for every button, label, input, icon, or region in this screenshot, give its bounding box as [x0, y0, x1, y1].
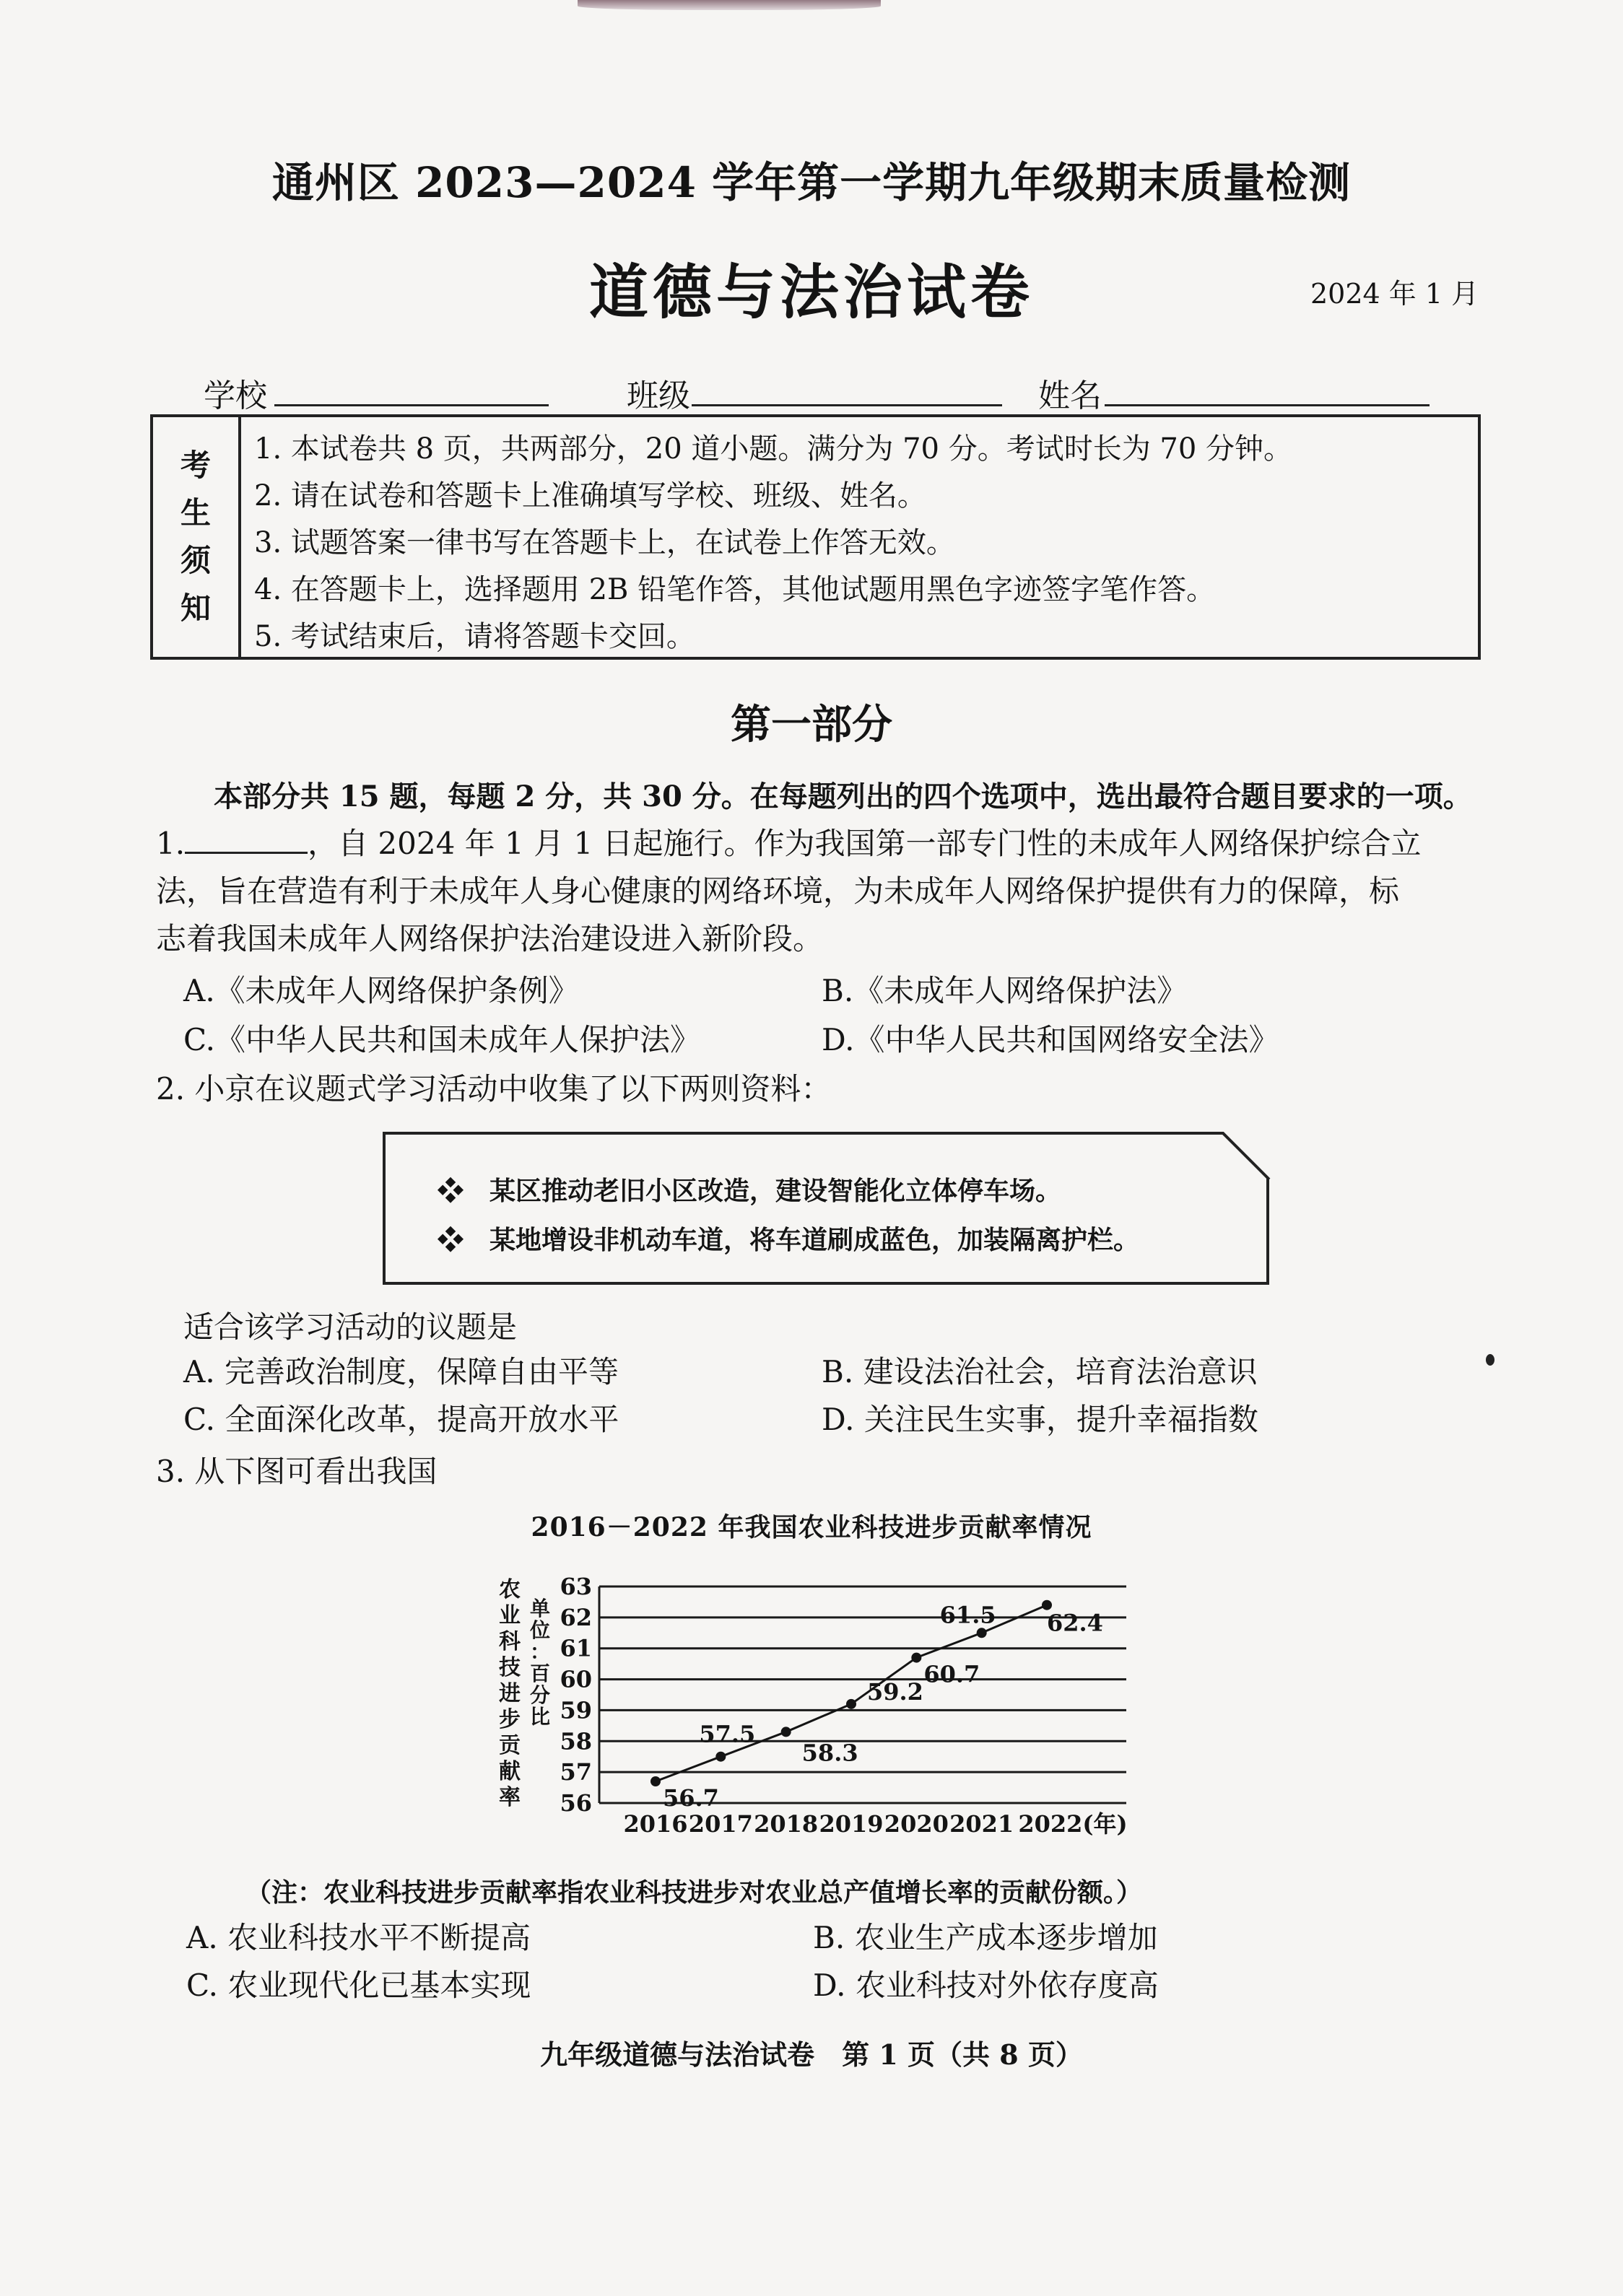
material-item-1: ❖ 某区推动老旧小区改造，建设智能化立体停车场。 [438, 1176, 1062, 1206]
data-label: 58.3 [801, 1739, 858, 1767]
class-field[interactable] [692, 404, 1002, 406]
data-point [911, 1653, 921, 1663]
x-tick-label: 2017 [688, 1810, 753, 1838]
data-label: 57.5 [699, 1720, 756, 1748]
q2-option-b: B. 建设法治社会，培育法治意识 [822, 1354, 1258, 1389]
y-axis-label-char: 率 [499, 1785, 521, 1810]
exam-title-line1: 通州区 2023—2024 学年第一学期九年级期末质量检测 [271, 158, 1352, 207]
y-tick-label: 60 [560, 1665, 592, 1693]
exam-notice-box [150, 414, 1481, 660]
y-axis-label-char: 进 [499, 1681, 521, 1706]
x-tick-label: 2020 [884, 1810, 949, 1838]
answer-blank [185, 823, 308, 854]
notice-items [254, 426, 1292, 660]
data-point [1042, 1600, 1052, 1610]
y-unit-label-char: 位 [529, 1618, 551, 1642]
school-label: 学校 [204, 377, 267, 414]
page-footer: 九年级道德与法治试卷 第 1 页（共 8 页） [540, 2038, 1083, 2071]
data-label: 61.5 [939, 1601, 996, 1629]
x-tick-label: 2018 [754, 1810, 819, 1838]
y-tick-label: 57 [560, 1758, 592, 1786]
q1-option-c: C.《中华人民共和国未成年人保护法》 [183, 1022, 700, 1057]
q1-option-a: A.《未成年人网络保护条例》 [183, 973, 579, 1008]
notice-heading: 考 生 须 知 [153, 417, 241, 657]
y-axis-label-char: 科 [499, 1629, 521, 1654]
class-label: 班级 [627, 377, 690, 414]
data-point [650, 1776, 661, 1786]
data-label: 59.2 [867, 1677, 923, 1706]
material-box [383, 1132, 1269, 1285]
q1-option-b: B.《未成年人网络保护法》 [822, 973, 1188, 1008]
y-unit-label-char: ： [529, 1640, 551, 1664]
q3-option-b: B. 农业生产成本逐步增加 [813, 1920, 1158, 1955]
ink-dot [1486, 1354, 1494, 1366]
y-axis-label-char: 技 [499, 1655, 521, 1680]
y-tick-label: 63 [560, 1573, 592, 1600]
q1-option-d: D.《中华人民共和国网络安全法》 [822, 1022, 1279, 1057]
x-tick-label: 2019 [819, 1810, 884, 1838]
y-axis-label-char: 农 [499, 1577, 521, 1602]
question-1-line3: 志着我国未成年人网络保护法治建设进入新阶段。 [156, 921, 824, 956]
q2-option-c: C. 全面深化改革，提高开放水平 [183, 1402, 619, 1437]
question-1-line1: 1. ，自 2024 年 1 月 1 日起施行。作为我国第一部专门性的未成年人网络保护综合立 [156, 820, 1422, 868]
data-point [977, 1628, 987, 1638]
y-tick-label: 58 [560, 1727, 592, 1755]
diamond-bullet-icon: ❖ [438, 1225, 464, 1255]
chart-note: （注：农业科技进步贡献率指农业科技进步对农业总产值增长率的贡献份额。） [245, 1877, 1143, 1908]
question-1-line2: 法，旨在营造有利于未成年人身心健康的网络环境，为未成年人网络保护提供有力的保障，标 [156, 873, 1400, 909]
q3-option-d: D. 农业科技对外依存度高 [813, 1968, 1159, 2003]
question-2-stem: 2. 小京在议题式学习活动中收集了以下两则资料： [156, 1071, 832, 1106]
data-label: 56.7 [663, 1784, 719, 1812]
question-2-prompt: 适合该学习活动的议题是 [183, 1309, 518, 1345]
x-tick-label: 2016 [623, 1810, 688, 1838]
q3-option-a: A. 农业科技水平不断提高 [186, 1920, 531, 1955]
notice-item: 1. 本试卷共 8 页，共两部分，20 道小题。满分为 70 分。考试时长为 70 分钟。 [254, 432, 1293, 466]
y-unit-label-char: 比 [529, 1705, 551, 1729]
data-point [781, 1727, 791, 1737]
data-point [846, 1699, 856, 1709]
diamond-bullet-icon: ❖ [438, 1176, 464, 1206]
y-unit-label-char: 分 [529, 1683, 551, 1707]
notice-item: 5. 考试结束后，请将答题卡交回。 [254, 620, 695, 653]
notice-item: 4. 在答题卡上，选择题用 2B 铅笔作答，其他试题用黑色字迹签字笔作答。 [254, 573, 1216, 606]
y-tick-label: 62 [560, 1603, 592, 1631]
name-label: 姓名 [1038, 377, 1102, 414]
material-item-2: ❖ 某地增设非机动车道，将车道刷成蓝色，加装隔离护栏。 [438, 1225, 1140, 1255]
question-3-stem: 3. 从下图可看出我国 [156, 1454, 438, 1489]
exam-title-line2: 道德与法治试卷 [588, 258, 1034, 327]
q3-option-c: C. 农业现代化已基本实现 [186, 1968, 531, 2003]
part-description: 本部分共 15 题，每题 2 分，共 30 分。在每题列出的四个选项中，选出最符合题目要求的一项。 [214, 780, 1472, 813]
line-chart [491, 1573, 1155, 1848]
y-unit-label-char: 单 [529, 1597, 551, 1620]
notice-item: 2. 请在试卷和答题卡上准确填写学校、班级、姓名。 [254, 479, 926, 512]
y-tick-label: 61 [560, 1634, 592, 1662]
scan-mark [578, 0, 881, 10]
y-axis-label-char: 贡 [499, 1733, 521, 1758]
y-axis-label-char: 步 [499, 1707, 521, 1732]
data-point [715, 1752, 726, 1762]
part-title: 第一部分 [731, 701, 892, 748]
box-folded-corner [1222, 1132, 1272, 1182]
y-axis-label-char: 献 [499, 1759, 521, 1784]
chart-title: 2016－2022 年我国农业科技进步贡献率情况 [531, 1512, 1092, 1542]
data-label: 62.4 [1047, 1609, 1103, 1637]
y-tick-label: 56 [560, 1789, 592, 1817]
name-field[interactable] [1105, 404, 1430, 406]
school-field[interactable] [274, 404, 549, 406]
exam-date: 2024 年 1 月 [1310, 278, 1479, 310]
notice-item: 3. 试题答案一律书写在答题卡上，在试卷上作答无效。 [254, 526, 955, 559]
x-tick-label: 2022(年) [1018, 1810, 1128, 1838]
q2-option-d: D. 关注民生实事，提升幸福指数 [822, 1402, 1258, 1437]
y-unit-label-char: 百 [529, 1662, 551, 1685]
x-tick-label: 2021 [949, 1810, 1014, 1838]
y-tick-label: 59 [560, 1696, 592, 1724]
data-label: 60.7 [923, 1660, 980, 1688]
y-axis-label-char: 业 [499, 1603, 521, 1628]
q2-option-a: A. 完善政治制度，保障自由平等 [183, 1354, 619, 1389]
